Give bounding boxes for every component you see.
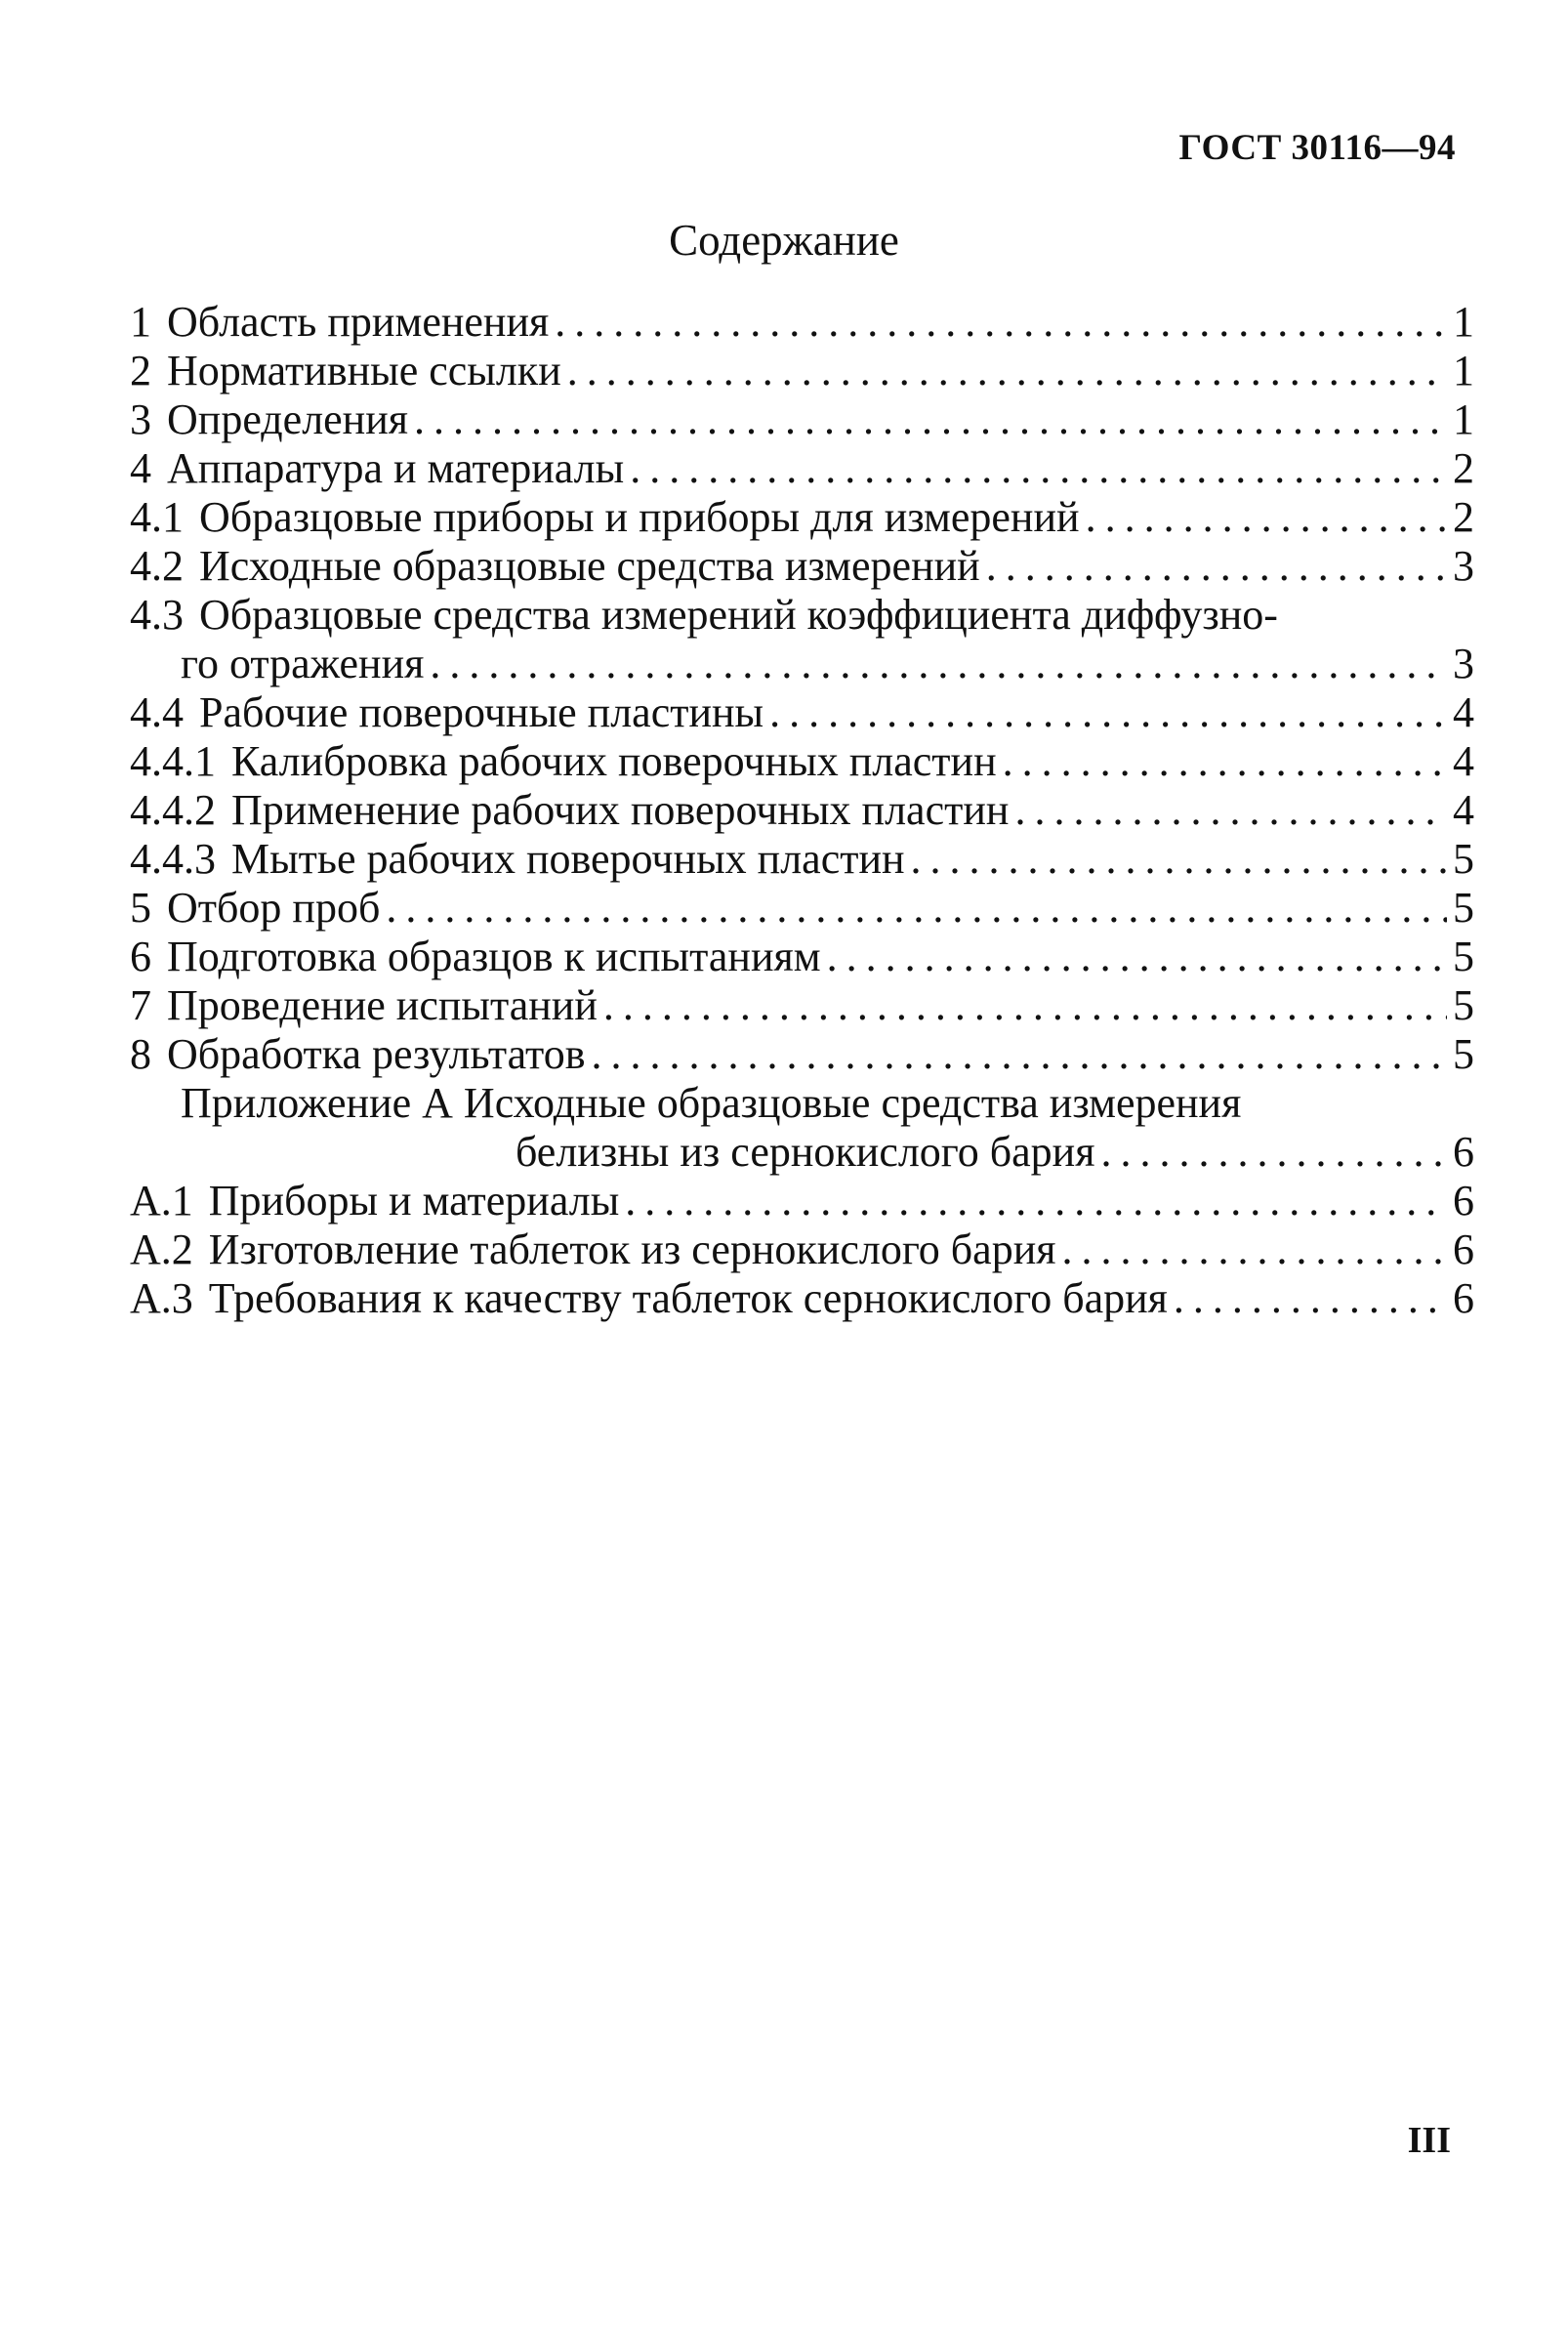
toc-leader-dots — [567, 347, 1447, 395]
toc-entry-page: 1 — [1453, 347, 1474, 394]
toc-entry-number: А.2 — [130, 1225, 193, 1273]
page-number: III — [1407, 2120, 1451, 2161]
toc-appendix-label-continuation: белизны из сернокислого бария — [516, 1128, 1095, 1176]
toc-entry-page: 6 — [1453, 1128, 1474, 1176]
toc-entry[interactable] — [130, 981, 1474, 1030]
toc-entry[interactable] — [130, 737, 1474, 786]
toc-entry-label: Требования к качеству таблеток сернокислого бария — [208, 1274, 1168, 1322]
toc-entry-number: А.1 — [130, 1177, 193, 1225]
toc-leader-dots — [414, 395, 1447, 444]
toc-entry[interactable] — [130, 884, 1474, 933]
toc-leader-dots — [986, 542, 1447, 591]
toc-leader-dots — [1086, 493, 1447, 542]
toc-leader-dots — [827, 933, 1447, 981]
toc-entry-page: 3 — [1453, 640, 1474, 687]
toc-entry-label: Исходные образцовые средства измерений — [199, 542, 980, 590]
toc-entry-number: 8 — [130, 1030, 151, 1078]
toc-entry-page: 1 — [1453, 298, 1474, 346]
toc-leader-dots — [1003, 737, 1447, 786]
toc-entry[interactable] — [130, 591, 1474, 640]
toc-entry[interactable] — [130, 347, 1474, 395]
toc-leader-dots — [1062, 1225, 1448, 1274]
toc-entry-number: 4.3 — [130, 591, 184, 639]
toc-entry-label: Мытье рабочих поверочных пластин — [231, 835, 905, 883]
toc-entry-label: Нормативные ссылки — [167, 347, 561, 394]
toc-entry-label: Проведение испытаний — [167, 981, 598, 1029]
toc-entry[interactable] — [130, 835, 1474, 884]
table-of-contents — [130, 298, 1474, 1323]
toc-entry-continuation[interactable] — [130, 640, 1474, 688]
document-code: ГОСТ 30116—94 — [1178, 128, 1456, 168]
toc-entry-label: Обработка результатов — [167, 1030, 586, 1078]
toc-entry-page: 5 — [1453, 933, 1474, 980]
toc-entry-page: 6 — [1453, 1225, 1474, 1273]
toc-entry-label: Подготовка образцов к испытаниям — [167, 933, 821, 980]
toc-entry-number: 3 — [130, 395, 151, 443]
toc-leader-dots — [603, 981, 1447, 1030]
toc-leader-dots — [625, 1177, 1447, 1225]
toc-entry-number: 1 — [130, 298, 151, 346]
toc-entry-number: 4.4.3 — [130, 835, 216, 883]
toc-entry-page: 4 — [1453, 737, 1474, 785]
toc-leader-dots — [769, 688, 1447, 737]
toc-entry-page: 5 — [1453, 981, 1474, 1029]
toc-entry[interactable] — [130, 542, 1474, 591]
toc-entry[interactable] — [130, 1177, 1474, 1225]
toc-entry[interactable] — [130, 395, 1474, 444]
toc-entry[interactable] — [130, 444, 1474, 493]
toc-leader-dots — [911, 835, 1447, 884]
toc-entry[interactable] — [130, 933, 1474, 981]
toc-entry-page: 6 — [1453, 1274, 1474, 1322]
toc-entry-number: 4.4 — [130, 688, 184, 736]
toc-entry-page: 4 — [1453, 786, 1474, 834]
toc-entry-page: 6 — [1453, 1177, 1474, 1225]
toc-entry-page: 5 — [1453, 835, 1474, 883]
toc-entry-number: 2 — [130, 347, 151, 394]
toc-entry-label-continuation: го отражения — [181, 640, 425, 687]
toc-entry-page: 2 — [1453, 444, 1474, 492]
toc-entry-label: Калибровка рабочих поверочных пластин — [231, 737, 997, 785]
toc-entry-label: Образцовые приборы и приборы для измерений — [199, 493, 1080, 541]
toc-appendix-entry[interactable] — [130, 1079, 1474, 1128]
toc-leader-dots — [1014, 786, 1447, 835]
toc-entry-page: 5 — [1453, 1030, 1474, 1078]
toc-entry[interactable] — [130, 786, 1474, 835]
toc-entry-label: Изготовление таблеток из сернокислого бария — [208, 1225, 1056, 1273]
toc-entry-label: Образцовые средства измерений коэффициента диффузно- — [199, 591, 1278, 639]
toc-entry-number: 4 — [130, 444, 151, 492]
toc-entry-label: Применение рабочих поверочных пластин — [231, 786, 1010, 834]
toc-entry[interactable] — [130, 1225, 1474, 1274]
toc-entry-label: Аппаратура и материалы — [167, 444, 625, 492]
toc-entry-page: 4 — [1453, 688, 1474, 736]
toc-entry-number: 6 — [130, 933, 151, 980]
toc-entry-number: 4.1 — [130, 493, 184, 541]
toc-entry-page: 2 — [1453, 493, 1474, 541]
toc-entry-page: 1 — [1453, 395, 1474, 443]
toc-entry-page: 3 — [1453, 542, 1474, 590]
toc-appendix-label: Приложение А Исходные образцовые средства измерения — [181, 1079, 1242, 1127]
toc-entry[interactable] — [130, 493, 1474, 542]
toc-entry-number: 5 — [130, 884, 151, 932]
toc-entry[interactable] — [130, 1274, 1474, 1323]
toc-leader-dots — [591, 1030, 1447, 1079]
toc-entry-number: 4.4.2 — [130, 786, 216, 834]
toc-leader-dots — [386, 884, 1447, 933]
toc-leader-dots — [555, 298, 1447, 347]
toc-entry-label: Рабочие поверочные пластины — [199, 688, 764, 736]
toc-entry-label: Приборы и материалы — [208, 1177, 620, 1225]
toc-appendix-continuation[interactable] — [130, 1128, 1474, 1177]
toc-entry-number: А.3 — [130, 1274, 193, 1322]
toc-entry[interactable] — [130, 1030, 1474, 1079]
toc-entry-number: 4.2 — [130, 542, 184, 590]
toc-leader-dots — [430, 640, 1447, 688]
toc-leader-dots — [630, 444, 1447, 493]
toc-entry-number: 7 — [130, 981, 151, 1029]
toc-entry[interactable] — [130, 688, 1474, 737]
toc-title: Содержание — [669, 216, 899, 265]
toc-entry-page: 5 — [1453, 884, 1474, 932]
toc-entry-label: Отбор проб — [167, 884, 381, 932]
toc-entry-label: Область применения — [167, 298, 550, 346]
toc-leader-dots — [1100, 1128, 1447, 1177]
toc-entry[interactable] — [130, 298, 1474, 347]
toc-entry-number: 4.4.1 — [130, 737, 216, 785]
toc-leader-dots — [1174, 1274, 1447, 1323]
toc-entry-label: Определения — [167, 395, 409, 443]
